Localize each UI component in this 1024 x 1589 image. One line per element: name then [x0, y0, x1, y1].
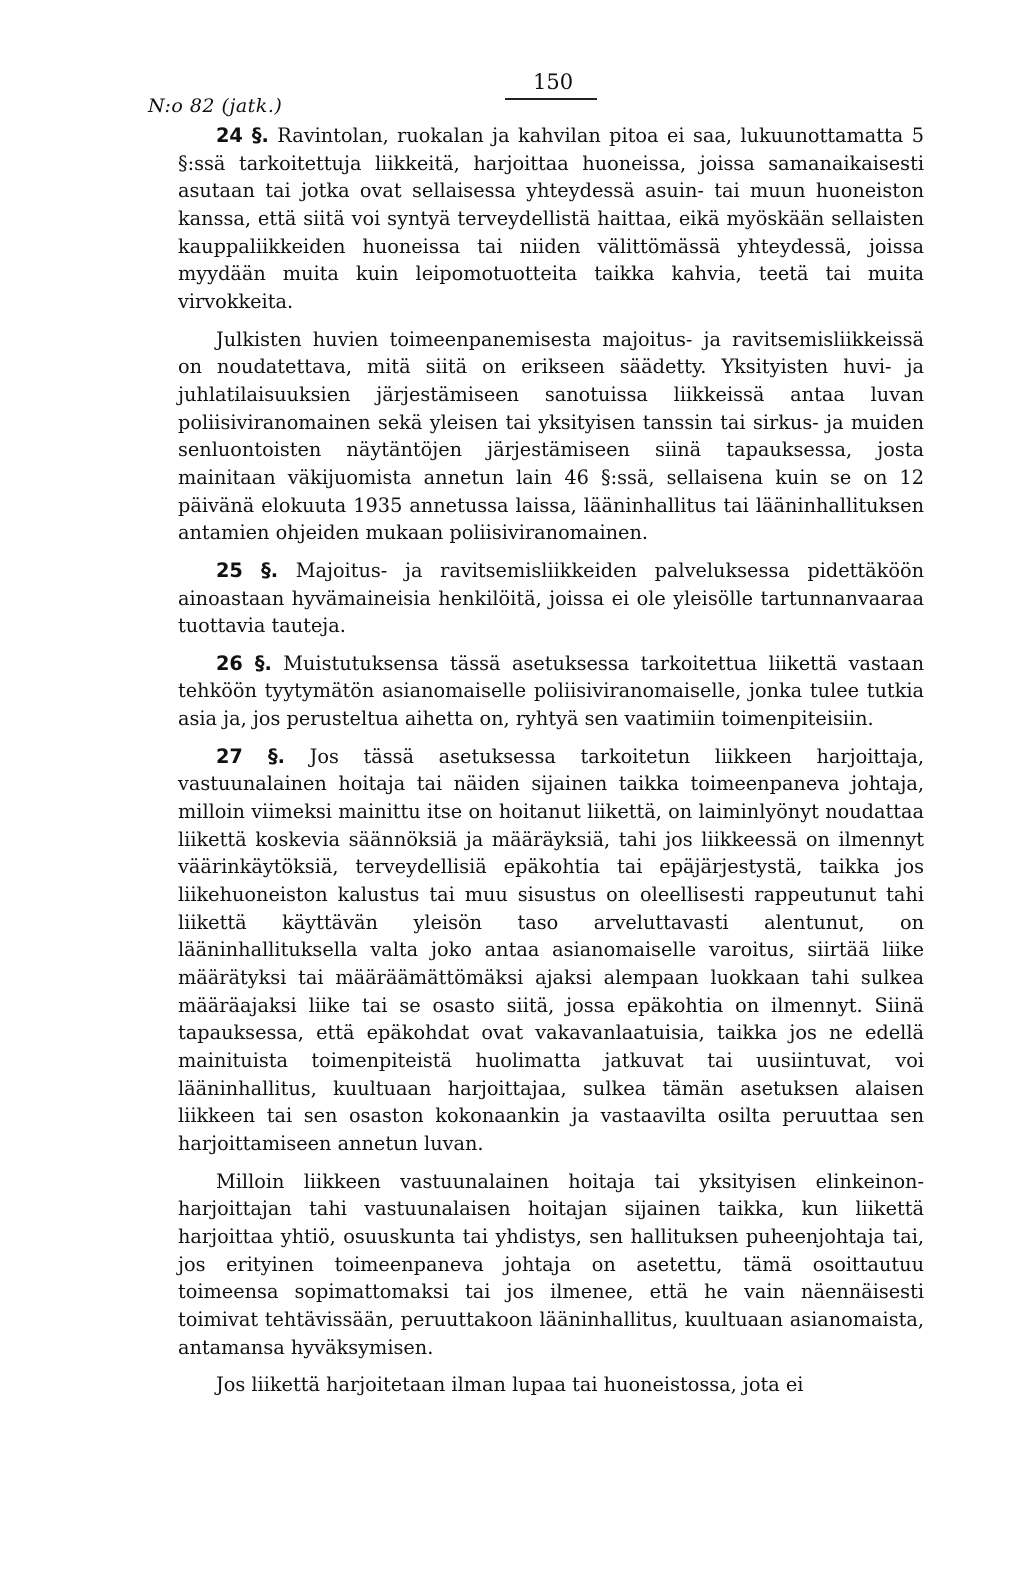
section-number: 27 §. — [216, 744, 286, 768]
paragraph-text: Milloin liikkeen vastuunalainen hoitaja tai yksityisen elinkeinonharjoittajan tahi vastuunalaisen hoitajan sijainen taikka, kun liikettä harjoittaa yhtiö, osuuskunta tai yhdistys, sen hallituksen puheenjohtaja tai, jos erityinen toimeenpaneva johtaja on asetettu, tämä osoittautuu toimeensa sopimattomaksi tai jos ilmenee, että he vain näennäisesti toimivat tehtävissään, peruuttakoon lääninhallitus, kuultuaan asianomaista, antamansa hyväksymisen. — [178, 1169, 924, 1359]
body-text — [178, 122, 924, 1409]
paragraph-text: Julkisten huvien toimeenpanemisesta majoitus- ja ravitsemisliikkeissä on noudatettava, mitä siitä on erikseen säädetty. Yksityisten huvi- ja juhlatilaisuuksien järjestämiseen sanotuissa liikkeissä antaa luvan poliisiviranomainen sekä yleisen tai yksityisen tanssin tai sirkus- ja muiden senluontoisten näytäntöjen järjestämiseen siinä tapauksessa, josta mainitaan väkijuomista annetun lain 46 §:ssä, sellaisena kuin se on 12 päivänä elokuuta 1935 annetussa laissa, lääninhallitus tai lääninhallituksen antamien ohjeiden mukaan poliisiviranomainen. — [178, 327, 924, 545]
paragraph-text: Muistutuksensa tässä asetuksessa tarkoitettua liikettä vastaan tehköön tyytymätön asianomaiselle poliisiviranomaiselle, jonka tulee tutkia asia ja, jos perusteltua aihetta on, ryhtyä sen vaatimiin toimenpiteisiin. — [178, 651, 925, 731]
section-number: 25 §. — [216, 558, 279, 582]
paragraph-section-26 — [178, 650, 924, 733]
paragraph-section-24 — [178, 122, 924, 316]
paragraph-text: Ravintolan, ruokalan ja kahvilan pitoa ei saa, lukuunottamatta 5 §:ssä tarkoitettuja liikkeitä, harjoittaa huoneissa, joissa samanaikaisesti asutaan tai jotka ovat sellaisessa yhteydessä asuin- tai muun huoneiston kanssa, että siitä voi syntyä terveydellistä haittaa, eikä myöskään sellaisten kauppaliikkeiden huoneissa tai niiden välittömässä yhteydessä, joissa myydään muita kuin leipomotuotteita taikka kahvia, teetä tai muita virvokkeita. — [178, 124, 924, 313]
page-number: 150 — [533, 70, 574, 94]
paragraph-unlicensed-operation — [178, 1371, 924, 1399]
paragraph-section-27 — [178, 743, 924, 1158]
paragraph-text: Majoitus- ja ravitsemisliikkeiden palveluksessa pidettäköön ainoastaan hyvämaineisia henkilöitä, joissa ei ole yleisölle tartunnanvaaraa tuottavia tauteja. — [178, 558, 924, 638]
section-number: 24 §. — [216, 124, 269, 147]
paragraph-section-25 — [178, 557, 924, 640]
paragraph-text: Jos tässä asetuksessa tarkoitetun liikkeen harjoittaja, vastuunalainen hoitaja tai näiden sijainen taikka toimeenpaneva johtaja, milloin viimeksi mainittu itse on hoitanut liikettä, on laiminlyönyt noudattaa liikettä koskevia säännöksiä ja määräyksiä, tahi jos liikkeessä on ilmennyt väärinkäytöksiä, terveydellisiä epäkohtia tai epäjärjestystä, taikka jos liikehuoneiston kalustus tai muu sisustus on oleellisesti rappeutunut tahi liikettä käyttävän yleisön taso arveluttavasti alentunut, on lääninhallituksella valta joko antaa asianomaiselle varoitus, siirtää liike määrätyksi tai määräämättömäksi ajaksi alempaan luokkaan tahi sulkea määräajaksi liike tai se osasto siitä, jossa epäkohtia on ilmennyt. Siinä tapauksessa, että epäkohdat ovat vakavanlaatuisia, taikka jos ne edellä mainituista toimenpiteistä huolimatta jatkuvat tai uusiintuvat, voi lääninhallitus, kuultuaan harjoittajaa, sulkea tämän asetuksen alaisen liikkeen tai sen osaston kokonaankin ja vastaavilta osilta peruuttaa sen harjoittamiseen annetun luvan. — [178, 744, 924, 1155]
paragraph-responsible-manager — [178, 1168, 924, 1362]
document-reference: N:o 82 (jatk.) — [148, 95, 283, 117]
paragraph-public-events — [178, 326, 924, 547]
page-number-rule — [505, 98, 597, 100]
paragraph-text: Jos liikettä harjoitetaan ilman lupaa tai huoneistossa, jota ei — [216, 1373, 804, 1397]
section-number: 26 §. — [216, 651, 272, 675]
